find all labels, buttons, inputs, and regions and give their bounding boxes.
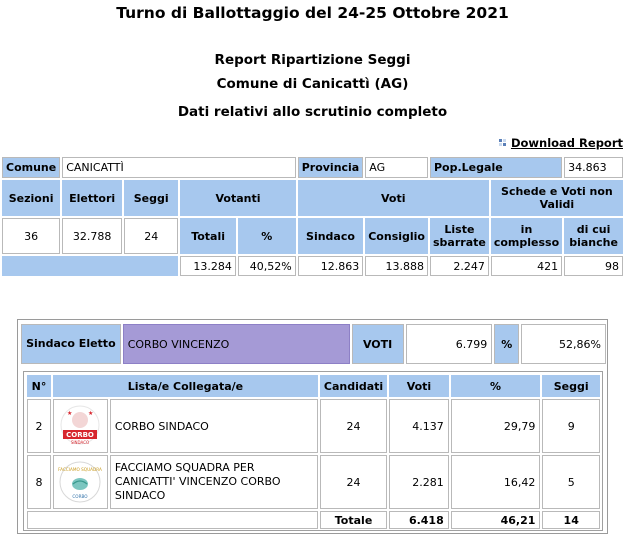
seggi-value: 24 (124, 218, 178, 254)
summary-header-row (2, 180, 623, 216)
totals-spacer (2, 256, 178, 276)
candidati-header: Candidati (320, 375, 387, 397)
bianche-value: 98 (564, 256, 623, 276)
bianche-header: di cui bianche (564, 218, 623, 254)
comune-title: Comune di Canicattì (AG) (216, 76, 409, 92)
voti-header: Voti (298, 180, 489, 216)
totale-seggi: 14 (542, 511, 600, 529)
eletto-table (19, 322, 608, 366)
summary-values-row (2, 218, 623, 254)
download-report-link[interactable] (499, 136, 623, 150)
info-row (2, 157, 623, 178)
logo-corbo-text: CORBO (66, 431, 95, 439)
eletto-row (21, 324, 606, 364)
eletto-voti-value: 6.799 (406, 324, 493, 364)
page-title: Turno di Ballottaggio del 24-25 Ottobre 2021 (116, 4, 509, 22)
sindaco-value: 12.863 (298, 256, 364, 276)
eletto-pct-value: 52,86% (521, 324, 606, 364)
comune-label: Comune (2, 157, 60, 178)
lista-row (27, 399, 600, 453)
summary-table (0, 155, 625, 278)
download-report-label: Download Report (510, 136, 623, 150)
lista-number: 8 (27, 455, 51, 509)
eletto-voti-label: VOTI (352, 324, 404, 364)
lista-pct: 29,79 (451, 399, 541, 453)
lista-candidati: 24 (320, 455, 387, 509)
pop-legale-label: Pop.Legale (430, 157, 562, 178)
facciamo-squadra-logo (54, 459, 106, 505)
schede-header: Schede e Voti non Validi (491, 180, 623, 216)
lista-number: 2 (27, 399, 51, 453)
in-complesso-value: 421 (491, 256, 562, 276)
logo-facciamo-sub: CORBO (72, 494, 89, 499)
liste-panel (23, 371, 603, 531)
liste-sbarrate-header: Liste sbarrate (430, 218, 489, 254)
pct-value: 40,52% (238, 256, 296, 276)
sindaco-header: Sindaco (298, 218, 364, 254)
download-icon (499, 139, 507, 147)
pct-col-header: % (451, 375, 541, 397)
seggi-header: Seggi (124, 180, 178, 216)
pct-header: % (238, 218, 296, 254)
lista-seggi: 9 (542, 399, 600, 453)
totale-label: Totale (320, 511, 387, 529)
liste-sbarrate-value: 2.247 (430, 256, 489, 276)
totale-pct: 46,21 (451, 511, 541, 529)
elettori-value: 32.788 (62, 218, 122, 254)
sezioni-value: 36 (2, 218, 60, 254)
lista-header: Lista/e Collegata/e (53, 375, 318, 397)
logo-facciamo-text: FACCIAMO SQUADRA (58, 467, 103, 472)
totali-value: 13.284 (180, 256, 236, 276)
liste-table (25, 373, 602, 531)
lista-voti: 4.137 (389, 399, 449, 453)
lista-seggi: 5 (542, 455, 600, 509)
elettori-header: Elettori (62, 180, 122, 216)
report-title: Report Ripartizione Seggi (214, 52, 411, 68)
lista-name: FACCIAMO SQUADRA PER CANICATTI' VINCENZO CORBO SINDACO (110, 455, 318, 509)
summary-totals-row (2, 256, 623, 276)
dati-title: Dati relativi allo scrutinio completo (177, 104, 448, 120)
svg-text:★: ★ (67, 410, 73, 417)
provincia-value: AG (365, 157, 428, 178)
seggi-col-header: Seggi (542, 375, 600, 397)
liste-header-row (27, 375, 600, 397)
lista-logo-corbo (53, 399, 108, 453)
sindaco-eletto-label: Sindaco Eletto (21, 324, 121, 364)
totale-voti: 6.418 (389, 511, 449, 529)
consiglio-header: Consiglio (365, 218, 428, 254)
totali-header: Totali (180, 218, 236, 254)
voti-col-header: Voti (389, 375, 449, 397)
lista-voti: 2.281 (389, 455, 449, 509)
eletto-pct-label: % (494, 324, 519, 364)
logo-corbo-sub: SINDACO (71, 440, 90, 445)
n-header: N° (27, 375, 51, 397)
lista-logo-facciamo-squadra (53, 455, 108, 509)
lista-pct: 16,42 (451, 455, 541, 509)
provincia-label: Provincia (298, 157, 364, 178)
svg-text:★: ★ (88, 410, 94, 417)
votanti-header: Votanti (180, 180, 295, 216)
in-complesso-header: in complesso (491, 218, 562, 254)
totale-spacer (27, 511, 318, 529)
comune-value: CANICATTÌ (62, 157, 295, 178)
eletto-panel (17, 319, 608, 534)
lista-row (27, 455, 600, 509)
corbo-sindaco-logo (54, 403, 106, 449)
pop-legale-value: 34.863 (564, 157, 623, 178)
lista-name: CORBO SINDACO (110, 399, 318, 453)
sindaco-eletto-name: CORBO VINCENZO (123, 324, 350, 364)
sezioni-header: Sezioni (2, 180, 60, 216)
totale-row (27, 511, 600, 529)
lista-candidati: 24 (320, 399, 387, 453)
consiglio-value: 13.888 (365, 256, 428, 276)
